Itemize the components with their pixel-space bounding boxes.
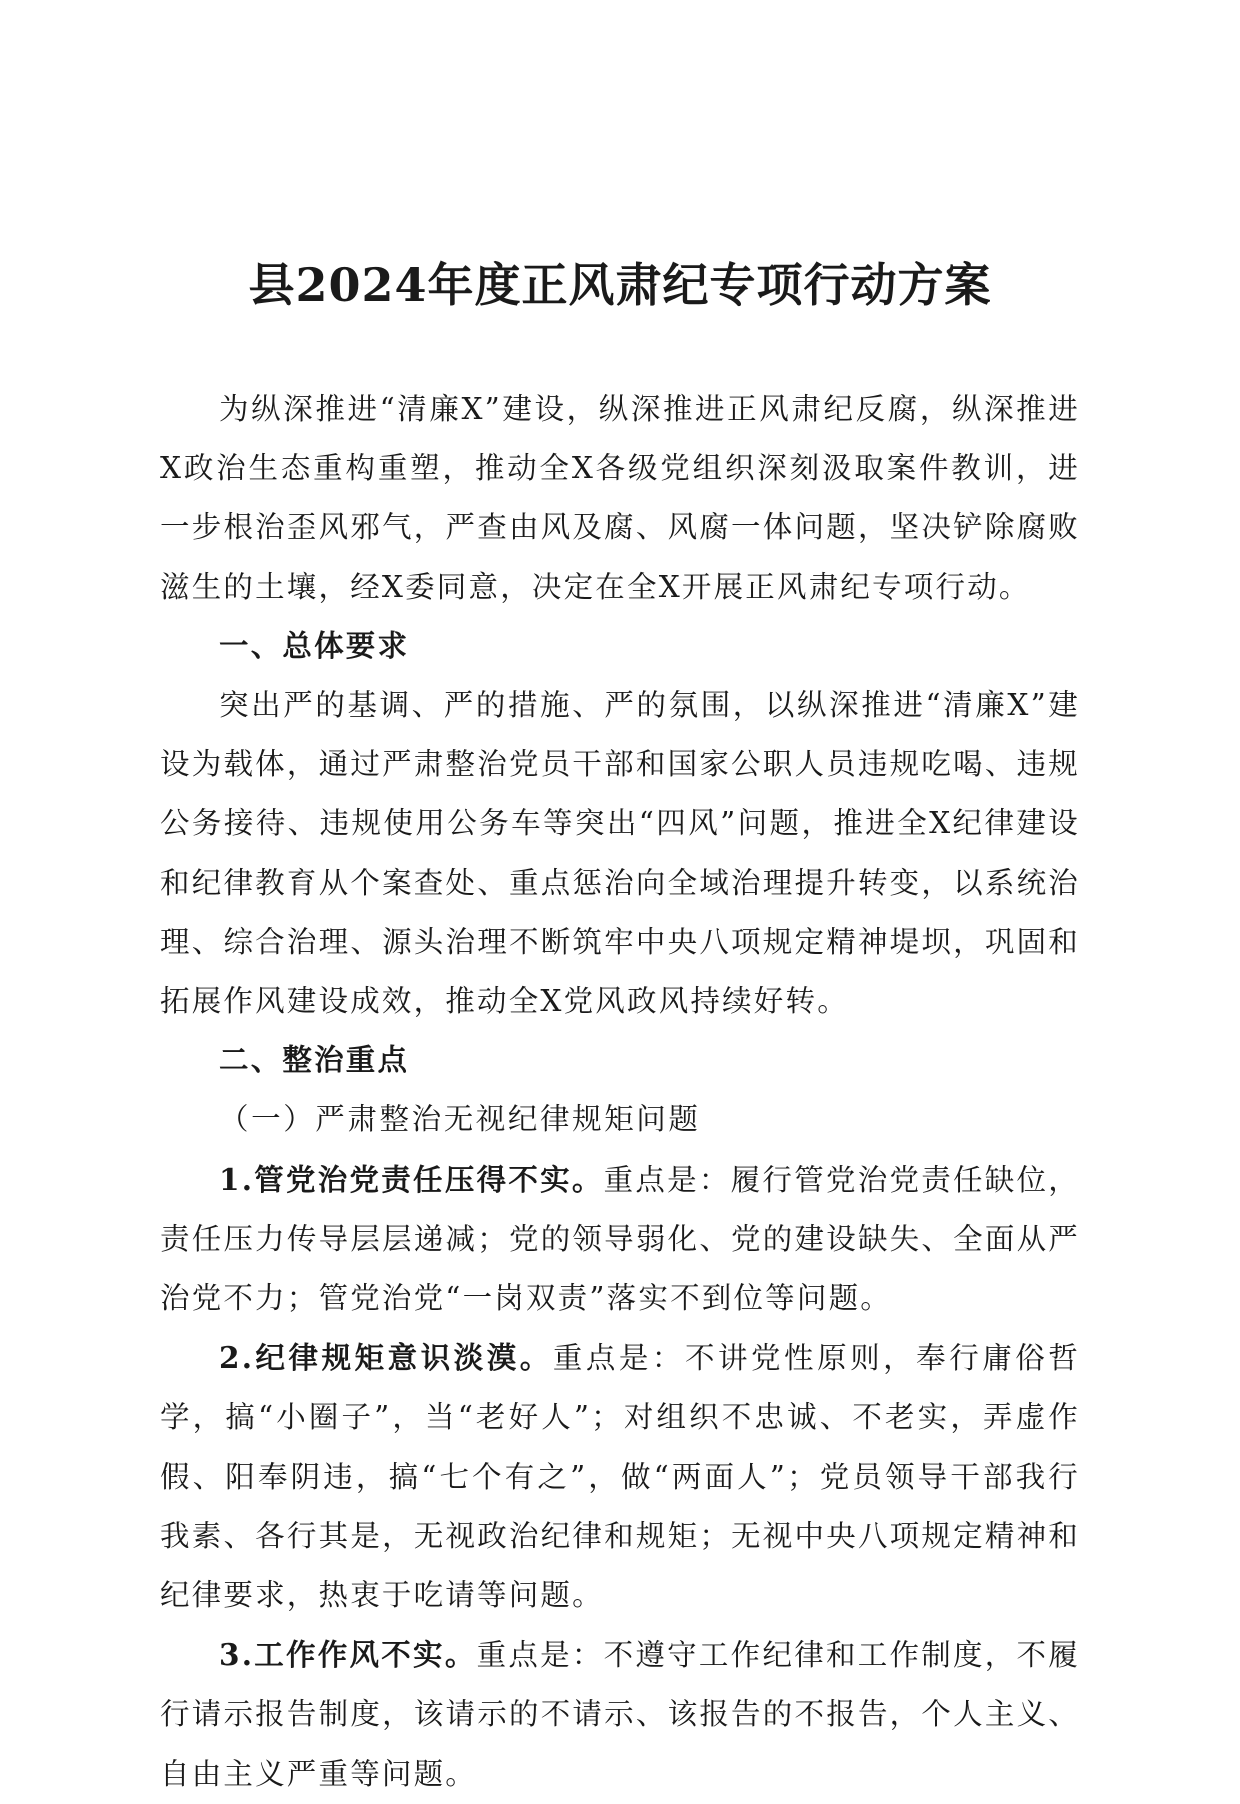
item-text: 重点是：不遵守工作纪律和工作制度，不履行请示报告制度，该请示的不请示、该报告的不报告，个人主义、自由主义严重等问题。 [160, 1638, 1080, 1791]
item-lead: 2.纪律规矩意识淡漠。 [219, 1340, 553, 1376]
document-title: 县2024年度正风肃纪专项行动方案 [248, 258, 992, 312]
item-paragraph [160, 1625, 1080, 1804]
section-heading-general-requirements: 一、总体要求 [219, 628, 410, 663]
item-lead: 1.管党治党责任压得不实。 [219, 1161, 604, 1197]
general-requirements-paragraph: 突出严的基调、严的措施、严的氛围，以纵深推进“清廉X”建设为载体，通过严肃整治党员干部和国家公职人员违规吃喝、违规公务接待、违规使用公务车等突出“四风”问题，推进全X纪律建设和纪律教育从个案查处、重点惩治向全域治理提升转变，以系统治理、综合治理、源头治理不断筑牢中央八项规定精神堤坝，巩固和拓展作风建设成效，推动全X党风政风持续好转。 [160, 688, 1080, 1019]
document-body [160, 380, 1080, 1804]
item-text: 重点是：不讲党性原则，奉行庸俗哲学，搞“小圈子”，当“老好人”；对组织不忠诚、不老实，弄虚作假、阳奉阴违，搞“七个有之”，做“两面人”；党员领导干部我行我素、各行其是，无视政治纪律和规矩；无视中央八项规定精神和纪律要求，热衷于吃请等问题。 [160, 1341, 1081, 1613]
section-heading-key-rectification: 二、整治重点 [219, 1043, 410, 1078]
item-lead: 3.工作作风不实。 [219, 1637, 477, 1673]
intro-paragraph: 为纵深推进“清廉X”建设，纵深推进正风肃纪反腐，纵深推进X政治生态重构重塑，推动全X各级党组织深刻汲取案件教训，进一步根治歪风邪气，严查由风及腐、风腐一体问题，坚决铲除腐败滋生的土壤，经X委同意，决定在全X开展正风肃纪专项行动。 [160, 392, 1080, 604]
item-paragraph [160, 1328, 1080, 1625]
item-text: 重点是：履行管党治党责任缺位，责任压力传导层层递减；党的领导弱化、党的建设缺失、全面从严治党不力；管党治党“一岗双责”落实不到位等问题。 [160, 1162, 1080, 1316]
item-paragraph [160, 1150, 1080, 1329]
subsection-heading-discipline: （一）严肃整治无视纪律规矩问题 [219, 1102, 701, 1137]
